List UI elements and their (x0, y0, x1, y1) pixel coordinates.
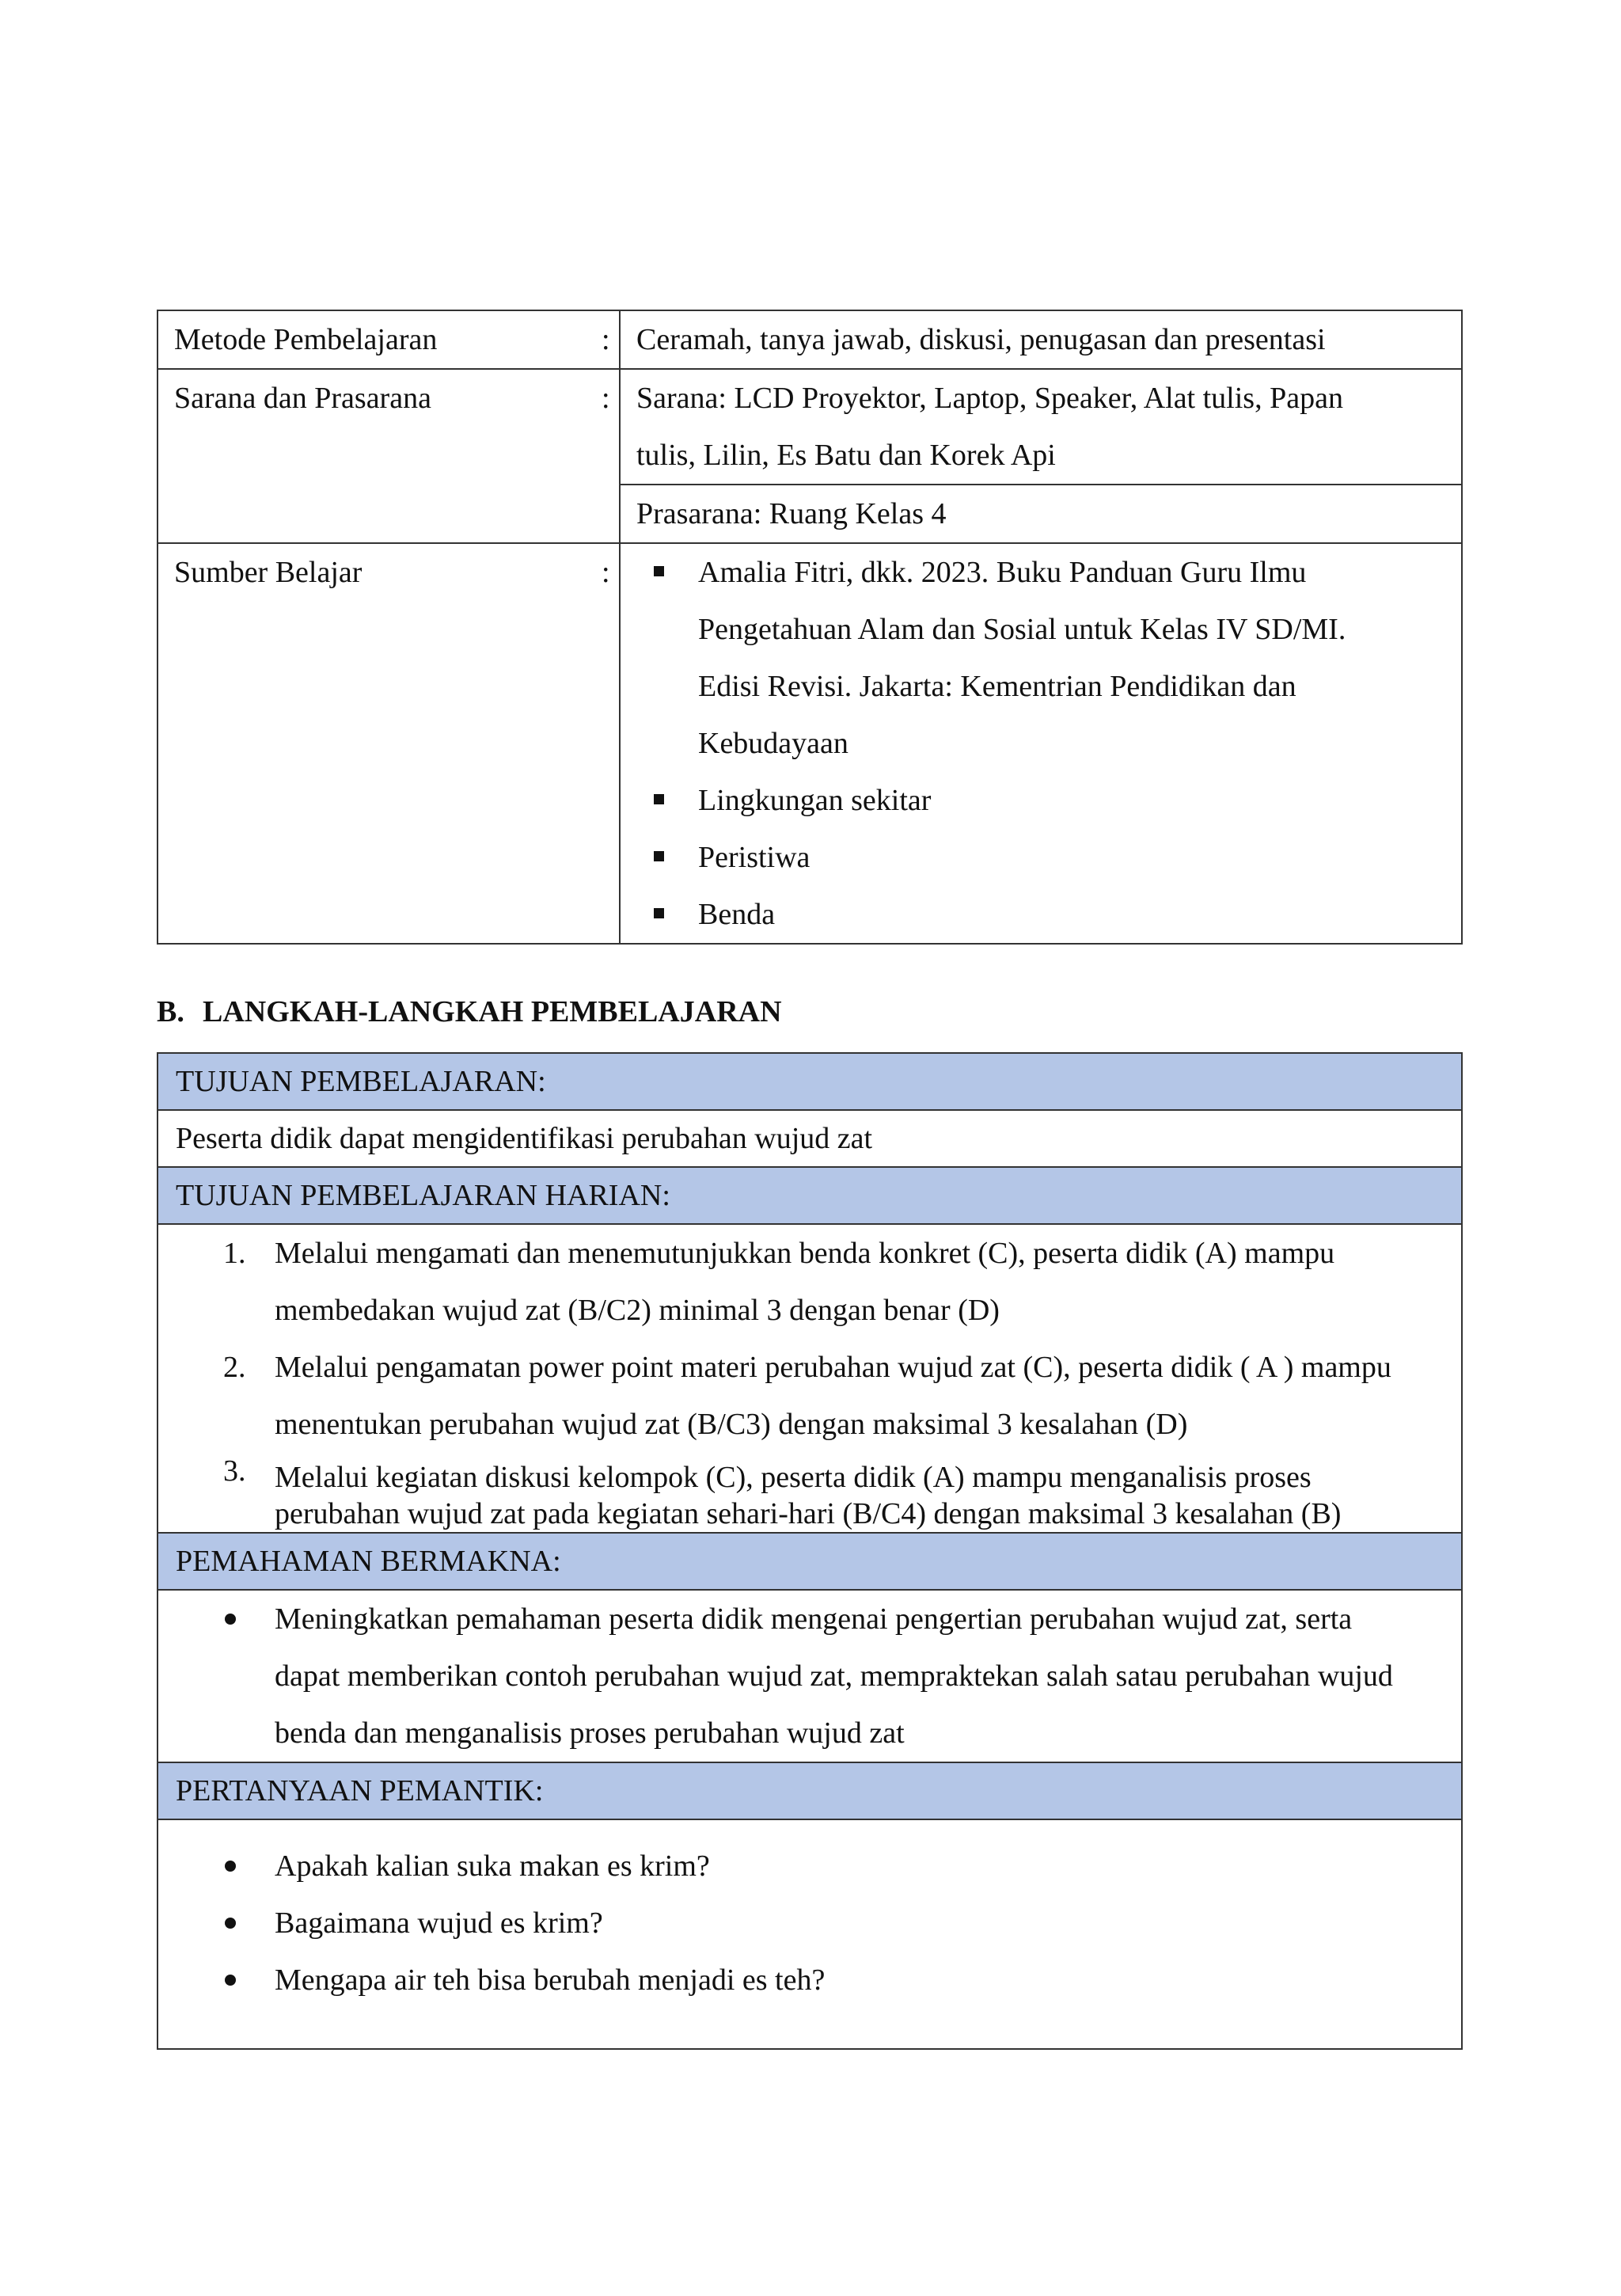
sarana-line-2: tulis, Lilin, Es Batu dan Korek Api (636, 439, 1056, 472)
sumber-value (620, 543, 1462, 944)
harian-header: TUJUAN PEMBELAJARAN HARIAN: (158, 1167, 1462, 1224)
item-text: Melalui pengamatan power point materi perubahan wujud zat (C), peserta didik ( A ) mampu menentukan perubahan wujud zat (B/C3) dengan maksimal 3 kesalahan (D) (275, 1351, 1391, 1441)
prasarana-value: Prasarana: Ruang Kelas 4 (620, 485, 1462, 543)
row-sumber (158, 543, 1462, 944)
pertanyaan-list (176, 1838, 1444, 2009)
metode-label: Metode Pembelajaran (158, 310, 602, 369)
pemahaman-header: PEMAHAMAN BERMAKNA: (158, 1533, 1462, 1590)
steps-table (157, 1052, 1463, 2050)
item-text: Melalui kegiatan diskusi kelompok (C), peserta didik (A) mampu menganalisis proses perubahan wujud zat pada kegiatan sehari-hari (B/C4) dengan maksimal 3 kesalahan (B) (275, 1461, 1342, 1530)
tujuan-header: TUJUAN PEMBELAJARAN: (158, 1053, 1462, 1110)
item-number: 1. (223, 1237, 246, 1270)
sarana-label: Sarana dan Prasarana (158, 369, 602, 543)
list-item (176, 1339, 1414, 1453)
harian-list (176, 1225, 1414, 1532)
pemahaman-list (176, 1591, 1414, 1762)
list-item: Amalia Fitri, dkk. 2023. Buku Panduan Guru Ilmu Pengetahuan Alam dan Sosial untuk Kelas IV SD/MI. Edisi Revisi. Jakarta: Kementrian Pendidikan dan Kebudayaan (636, 544, 1390, 772)
pertanyaan-content (158, 1819, 1462, 2049)
list-item: Peristiwa (636, 829, 1390, 886)
list-item: Apakah kalian suka makan es krim? (176, 1838, 1444, 1895)
list-item: Bagaimana wujud es krim? (176, 1895, 1444, 1952)
metode-colon: : (602, 310, 620, 369)
pertanyaan-header: PERTANYAAN PEMANTIK: (158, 1762, 1462, 1819)
row-metode (158, 310, 1462, 369)
row-sarana (158, 369, 1462, 485)
info-table (157, 310, 1463, 945)
sumber-colon: : (602, 543, 620, 944)
metode-value: Ceramah, tanya jawab, diskusi, penugasan dan presentasi (620, 310, 1462, 369)
list-item: Lingkungan sekitar (636, 772, 1390, 829)
sumber-label: Sumber Belajar (158, 543, 602, 944)
tujuan-text: Peserta didik dapat mengidentifikasi perubahan wujud zat (158, 1110, 1462, 1167)
sarana-colon: : (602, 369, 620, 543)
harian-content (158, 1224, 1462, 1533)
list-item (176, 1225, 1414, 1339)
item-number: 2. (223, 1351, 246, 1384)
sarana-line-1: Sarana: LCD Proyektor, Laptop, Speaker, Alat tulis, Papan (636, 382, 1343, 415)
item-number: 3. (223, 1454, 246, 1488)
section-heading (157, 991, 782, 1032)
sarana-value (620, 369, 1462, 485)
list-item: Mengapa air teh bisa berubah menjadi es teh? (176, 1952, 1444, 2009)
pemahaman-content (158, 1590, 1462, 1762)
sumber-list (636, 544, 1390, 943)
list-item: Meningkatkan pemahaman peserta didik mengenai pengertian perubahan wujud zat, serta dapat memberikan contoh perubahan wujud zat, mempraktekan salah satau perubahan wujud benda dan menganalisis proses perubahan wujud zat (176, 1591, 1414, 1762)
item-text: Melalui mengamati dan menemutunjukkan benda konkret (C), peserta didik (A) mampu membedakan wujud zat (B/C2) minimal 3 dengan benar (D) (275, 1237, 1335, 1327)
section-number: B. (157, 995, 184, 1028)
list-item (176, 1453, 1414, 1532)
list-item: Benda (636, 886, 1390, 943)
section-title: LANGKAH-LANGKAH PEMBELAJARAN (203, 995, 782, 1028)
